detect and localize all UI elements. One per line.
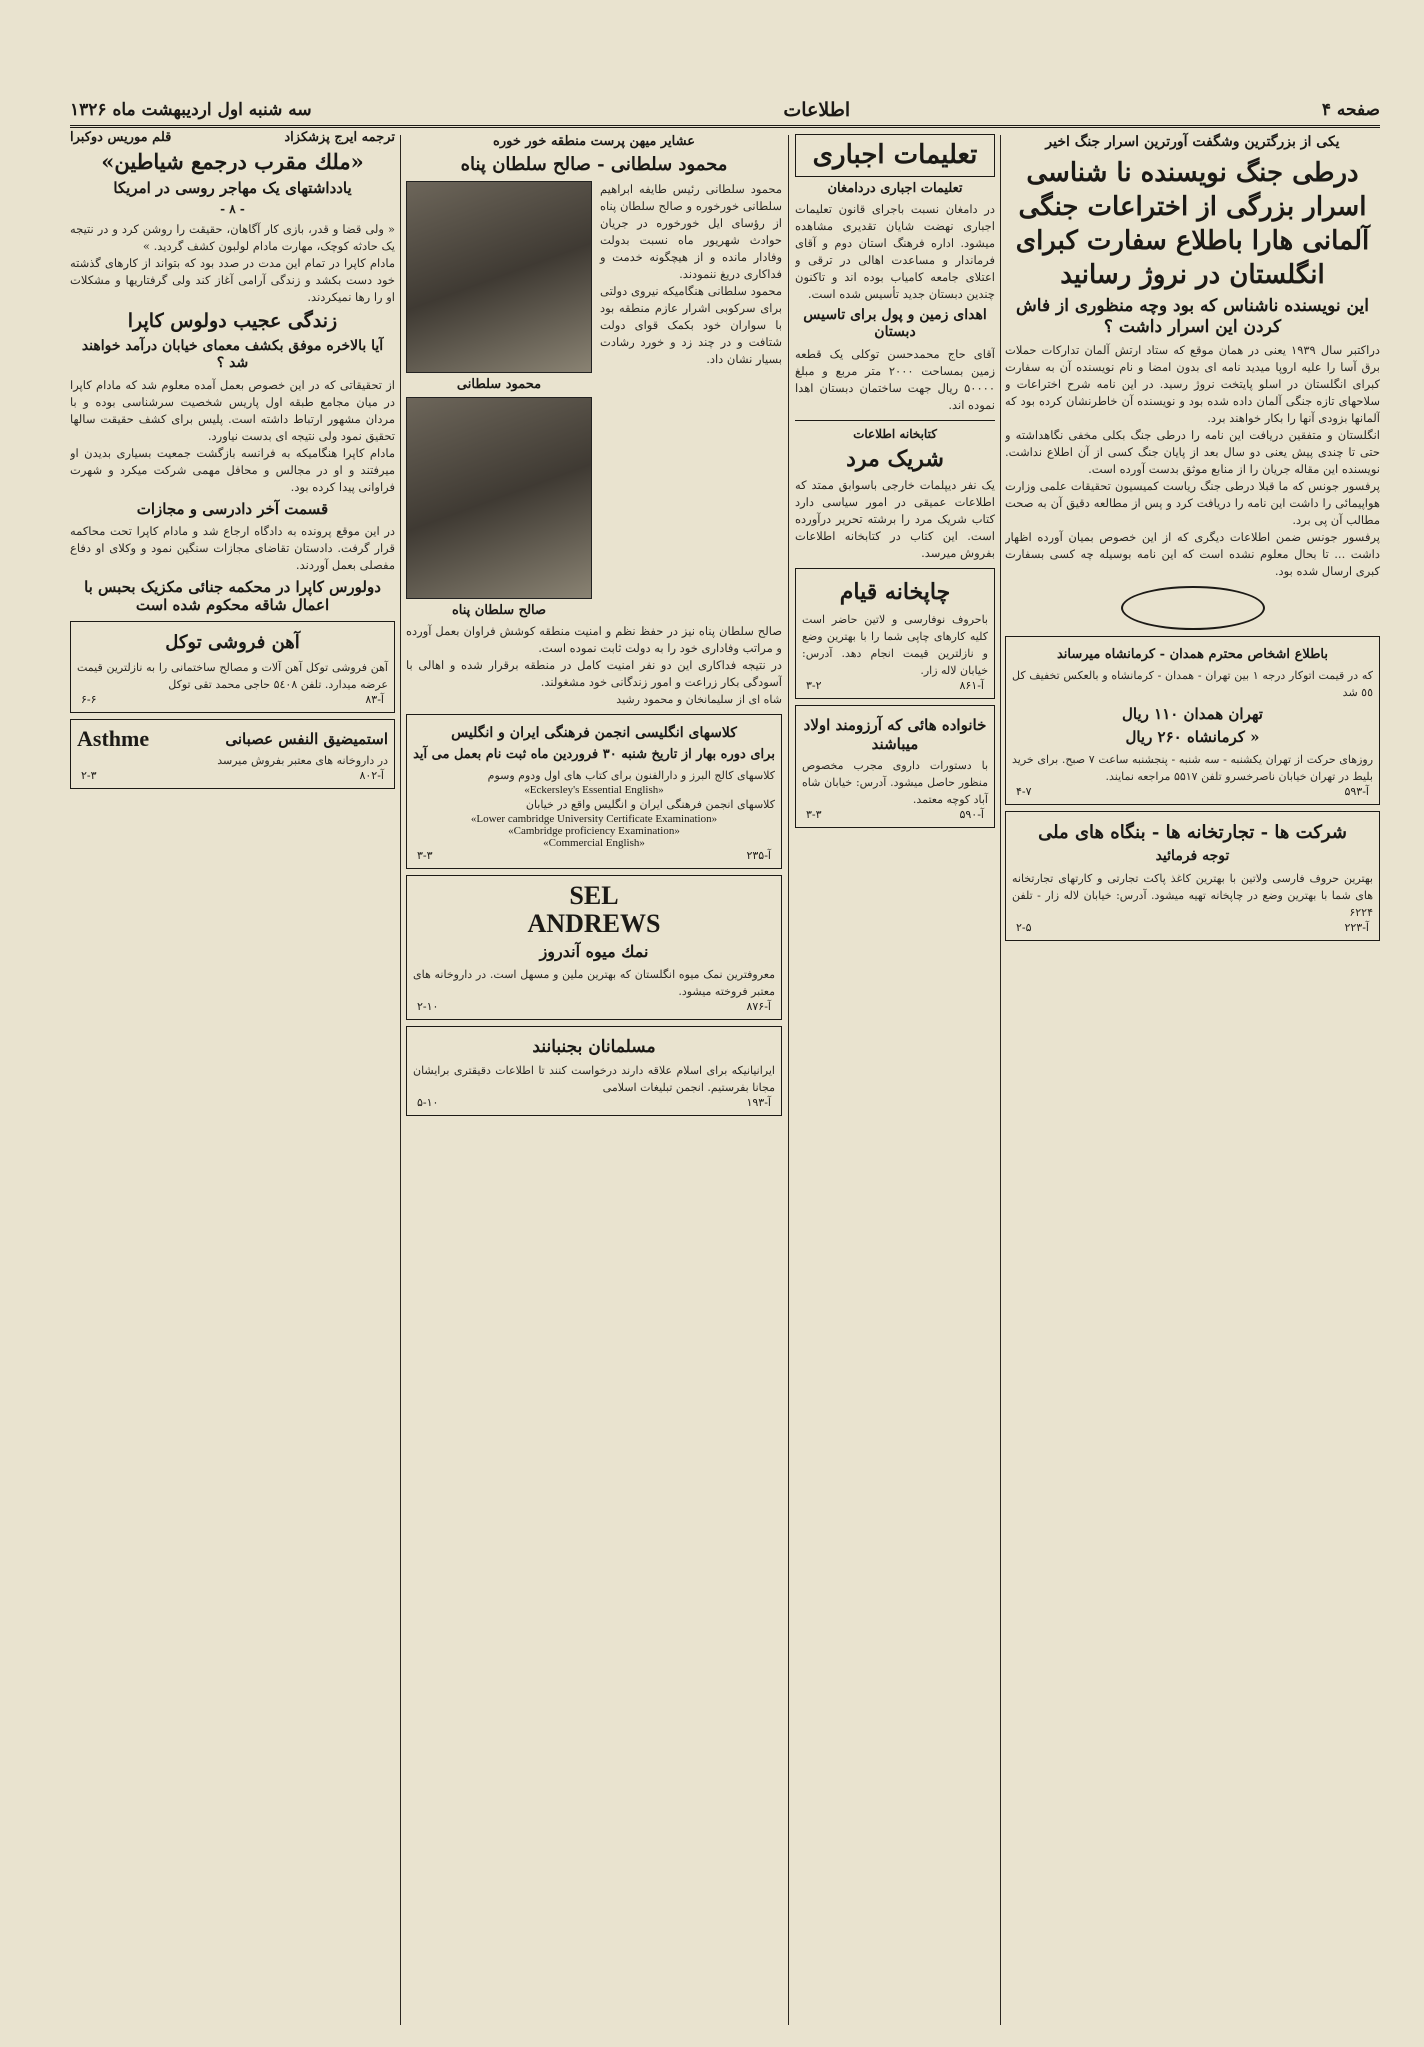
ad-title: چاپخانه قیام — [839, 579, 951, 606]
ad-code: ۴-۷ — [1016, 784, 1032, 798]
ad-body: بهترین حروف فارسی ولاتین با بهترین کاغذ پاکت تجارتی و کارتهای تجارتخانه های شما با بهترین وضع در چاپخانه تهیه میشود. آدرس: خیابان لاله زار - تلفن ۶۲۲۴ — [1012, 871, 1373, 919]
brand-name: Asthme — [77, 725, 150, 751]
ad-title: خانواده هائی که آرزومند اولاد میباشند — [803, 715, 987, 753]
divider — [795, 420, 995, 421]
book-title: «Commercial English» — [543, 837, 645, 849]
brand-name: SEL — [569, 881, 619, 910]
serial-part: - ۸ - — [220, 202, 245, 216]
ad-body: کلاسهای انجمن فرهنگی ایران و انگلیس واقع در خیابان — [525, 798, 775, 811]
ad-price: تهران همدان ۱۱۰ ریال — [1122, 705, 1263, 724]
article-body: مادام کاپرا در تمام این مدت در صدد بود که بتواند از کارهای گذشته خود دست بکشد و زندگی آرامی آغاز کند ولی گرفتاریها و مشکلات او را رها نمیکردند. — [70, 256, 395, 304]
ad-code: ۲-۱۰ — [417, 1000, 439, 1013]
ad-code: آ-۸۰۲ — [359, 769, 384, 783]
verdict-headline: دولورس کاپرا در محکمه جنائی مکزیک بحبس با اعمال شاقه محکوم شده است — [84, 577, 381, 615]
photo-caption: صالح سلطان پناه — [451, 603, 547, 618]
ad-code: آ-۵۹۳ — [1344, 784, 1369, 798]
print-advertisement — [1005, 811, 1380, 941]
gift-body: آقای حاج محمدحسن توکلی یک قطعه زمین بمساحت ۲۰۰۰ متر مربع و مبلغ ۵۰۰۰۰ ریال جهت ساختمان دبستان اهدا نموده اند. — [795, 346, 995, 412]
serial-headline: «ملك مقرب درجمع شیاطین» — [101, 149, 364, 174]
translator: ترجمه ایرج پزشکزاد — [284, 130, 395, 145]
winged-logo — [1121, 586, 1265, 630]
print-shop-advertisement — [795, 568, 995, 699]
ad-price: « کرمانشاه ۲۶۰ ریال — [1125, 728, 1260, 746]
ad-body: کلاسهای کالج البرز و دارالفنون برای کتاب های اول ودوم وسوم — [487, 769, 775, 782]
section-headline: زندگی عجیب دولوس کاپرا — [127, 310, 338, 332]
book-title: «Lower cambridge University Certificate Examination» — [470, 813, 718, 825]
ad-code: آ-۲۳۵ — [746, 849, 771, 862]
column-education — [795, 130, 995, 834]
ad-code-row — [413, 849, 775, 862]
article-headline: شریک مرد — [846, 445, 944, 472]
article-signoff: شاه ای از سلیمانخان و محمود رشید — [616, 693, 782, 707]
ad-code-row — [802, 808, 988, 821]
ad-title: شرکت ها - تجارتخانه ها - بنگاه های ملی — [1038, 821, 1347, 843]
ad-code-row — [1012, 921, 1373, 934]
ad-code-row — [413, 1000, 775, 1013]
ad-subtitle: برای دوره بهار از تاریخ شنبه ۳۰ فروردین ماه ثبت نام بعمل می آید — [413, 746, 775, 762]
ad-body: با دستورات داروی مجرب مخصوص منظور حاصل میشود. آدرس: خیابان شاه آباد کوچه معتمد. — [802, 759, 988, 807]
article-headline: تعلیمات اجباری — [795, 134, 995, 177]
paper-name: اطلاعات — [783, 99, 851, 121]
serial-subhead: یادداشتهای یک مهاجر روسی در امریکا — [113, 179, 352, 198]
ad-body: آهن فروشی توکل آهن آلات و مصالح ساختمانی را به نازلترین قیمت عرضه میدارد. تلفن ۵٤۰۸ حاجی محمد تقی توکل — [77, 660, 388, 691]
bus-advertisement — [1005, 636, 1380, 805]
ad-body: معروفترین نمک میوه انگلستان که بهترین ملین و مسهل است. در داروخانه های معتبر فروخته میشود. — [413, 968, 775, 998]
column-war-secrets — [1005, 130, 1380, 947]
article-kicker: یکی از بزرگترین وشگفت آورترین اسرار جنگ اخیر — [1045, 134, 1340, 150]
portrait-photo-soltani — [406, 181, 592, 373]
ad-title: مسلمانان بجنبانند — [532, 1037, 656, 1057]
article-body: محمود سلطانی هنگامیکه نیروی دولتی برای سرکوبی اشرار عازم منطقه بود با سواران خود بکمک قوای دولت شتافت و در چند زد و خورد رشادت بسیار نشان داد. — [600, 283, 782, 366]
brand-name: ANDREWS — [527, 909, 661, 938]
islamic-propaganda-advertisement — [406, 1026, 782, 1116]
ad-code: ۳-۳ — [806, 808, 822, 822]
article-body: انگلستان و متفقین دریافت این نامه را درطی جنگ بکلی مخفی نگاهداشته و حتی تا چندی پیش یعنی دو سال بعد از پایان جنگ کسی از آن اطلاع نداشت. نویسنده این مقاله جریان را از منابع موثق بدست آورده است. — [1005, 428, 1380, 476]
article-body: در دامغان نسبت باجرای قانون تعلیمات اجباری نهضت شایان تقدیری مشاهده میشود. اداره فرهنگ استان دوم و آقای فرماندار و مساعدت اهالی در ترقی و اعتلای جامعه کامیاب بوده اند و تاکنون چندین دبستان جدید تأسیس شده است. — [795, 201, 995, 301]
ad-body: باحروف نوفارسی و لاتین حاضر است کلیه کارهای چاپی شما را با بهترین وضع و نازلترین قیمت انجام دهد. آدرس: خیابان لاله زار. — [802, 612, 988, 677]
page-label: صفحه ۴ — [1321, 100, 1380, 120]
article-body: یک نفر دیپلمات خارجی باسوابق ممتد که اطلاعات عمیقی در امور سیاسی دارد کتاب شریک مرد را برشته تحریر درآورده است. این کتاب در کتابخانه اطلاعات بفروش میرسد. — [795, 478, 995, 561]
ad-code-row — [413, 1096, 775, 1109]
ad-code: ۶-۶ — [81, 692, 97, 706]
ad-code: آ-۸۶۱ — [959, 678, 984, 692]
ad-code: ۳-۳ — [417, 849, 433, 862]
ad-body: در داروخانه های معتبر بفروش میرسد — [217, 754, 388, 768]
ad-body: ایرانیانیکه برای اسلام علاقه دارند درخواست کنند تا اطلاعات دقیقتری برایشان مجانا بفرستیم. انجمن تبلیغات اسلامی — [413, 1064, 775, 1095]
ad-subtitle: نمك ميوه آندروز — [539, 942, 649, 961]
article-headline: محمود سلطانی - صالح سلطان پناه — [460, 154, 728, 176]
column-rule — [1000, 135, 1001, 2025]
english-classes-advertisement — [406, 714, 782, 869]
ad-code: آ-۵۹۰ — [959, 808, 984, 822]
article-body: پرفسور جونس که ما قبلا درطی جنگ ریاست کمیسیون تحقیقات علمی وزارت هواپیمائی را داشت این نامه را دریافت کرد و پس از مطالعه دقیق آن به صحت مطالب آن پی برد. — [1005, 479, 1380, 527]
ad-code-row — [77, 693, 388, 706]
portrait-photo-soltanpanah — [406, 397, 592, 599]
article-body: محمود سلطانی رئیس طایفه ابراهیم سلطانی خورخوره و صالح سلطان پناه از رؤسای ایل خورخوره در جریان حوادث شهریور ماه نسبت بدولت وفادار مانده و از هیچگونه خدمت و فداکاری دریغ ننمودند. — [600, 181, 782, 281]
masthead — [70, 95, 1380, 128]
article-headline: درطی جنگ نویسنده نا شناسی اسرار بزرگی از اختراعات جنگی آلمانی هارا باطلاع سفارت کبرای انگلستان در نروژ رسانید — [1015, 157, 1370, 290]
article-body: در این موقع پرونده به دادگاه ارجاع شد و مادام کاپرا تحت محاکمه قرار گرفت. دادستان تقاضای مجازات سنگین نمود و وکلای او دفاع مفصلی بعمل آوردند. — [70, 523, 395, 572]
ad-times: روزهای حرکت از تهران یکشنبه - سه شنبه - پنجشنبه ساعت ۷ صبح. برای خرید بلیط در تهران خیابان ناصرخسرو تلفن ۵۵۱۷ مراجعه نمایند. — [1012, 752, 1374, 783]
article-subhead: تعلیمات اجباری دردامغان — [827, 180, 963, 196]
ad-body: که در قیمت اتوکار درجه ۱ بین تهران - همدان - کرمانشاه و بالعکس تخفیف کل ٥٥ شد — [1012, 669, 1373, 700]
gift-headline: اهدای زمین و پول برای تاسیس دبستان — [803, 306, 987, 341]
ad-title: کلاسهای انگلیسی انجمن فرهنگی ایران و انگلیس — [451, 725, 737, 742]
column-rule — [788, 135, 789, 2025]
article-body: دراکتبر سال ۱۹۳۹ یعنی در همان موقع که ستاد ارتش آلمان تدارکات حملات برق آسا را علیه اروپا میدید نامه ای بدون امضا و نام نویسنده آن به سفارت کبرای انگلستان در اسلو پایتخت نروژ رسید. در این نامه شرح اختراعات و سلاحهای تازه جنگی آلمان داده شده بود و نویسنده آن خاطرنشان کرده بود که آلمانها بزودی آنها را بکار خواهند برد. — [1005, 343, 1380, 425]
ad-subtitle: توجه فرمائید — [1155, 848, 1230, 865]
section-headline: قسمت آخر دادرسی و مجازات — [136, 499, 329, 518]
ad-code: ۵-۱۰ — [417, 1096, 439, 1110]
asthma-advertisement — [70, 719, 395, 790]
ad-code: آ-۲۲۳ — [1344, 920, 1369, 934]
ad-code: ۳-۲ — [806, 678, 822, 692]
article-body: از تحقیقاتی که در این خصوص بعمل آمده معلوم شد که مادام کاپرا در میان مجامع طبقه اول پاریس شخصیت سرشناسی بوده و با مردان مشهور ارتباط داشته است. پلیس برای کشف حقیقت سالها تحقیق نمود ولی نتیجه ای بدست نیاورد. — [70, 377, 395, 443]
column-serial — [70, 130, 395, 795]
article-kicker: عشایر میهن پرست منطقه خور خوره — [493, 134, 695, 149]
ad-code: ۲-۵ — [1016, 920, 1032, 934]
ad-title: باطلاع اشخاص محترم همدان - کرمانشاه میرساند — [1056, 647, 1329, 662]
book-title: «Cambridge proficiency Examination» — [508, 825, 680, 837]
photo-caption: محمود سلطانی — [456, 376, 542, 392]
column-tribes — [406, 130, 782, 1122]
byline: قلم موریس دوکبرا — [70, 130, 172, 145]
article-body: در نتیجه فداکاری این دو نفر امنیت کامل در منطقه برقرار شده و اهالی با آسودگی بکار زراعت و امور زندگانی خود مشغولند. — [406, 658, 782, 690]
article-body: « ولی قضا و قدر، بازی کار آگاهان، حقیقت را روشن کرد و در نتیجه یک حادثه کوچک، مهارت مادام لولبون کشف گردید. » — [70, 222, 395, 253]
ad-code: آ-۱۹۳ — [746, 1096, 771, 1110]
ad-code: آ-۸۳ — [365, 692, 384, 706]
book-title: «Eckersley's Essential English» — [524, 784, 664, 796]
ad-code-row — [77, 769, 388, 782]
ad-code-row — [1012, 785, 1373, 798]
date-line: سه شنبه اول اردیبهشت ماه ۱۳۲۶ — [70, 100, 312, 120]
column-rule — [400, 135, 401, 2025]
article-body: مادام کاپرا هنگامیکه به فرانسه بازگشت جمعیت بسیاری بدیدن او میرفتند و او در مجالس و محافل مهمی شرکت میکرد و شهرت فراوانی پیدا کرده بود. — [70, 445, 395, 494]
article-subhead: این نویسنده ناشناس که بود وچه منظوری از فاش کردن این اسرار داشت ؟ — [1016, 295, 1369, 337]
article-body: پرفسور جونس ضمن اطلاعات دیگری که از این خصوص بمیان آورده اظهار داشت ... تا بحال معلوم نشده است که این نامه بوسیله چه کسی بسفارت کبری ارسال شده بود. — [1005, 530, 1380, 578]
ad-code: ۲-۳ — [81, 769, 97, 783]
ad-code: آ-۸۷۶ — [746, 1000, 771, 1013]
ad-code-row — [802, 679, 988, 692]
ad-title: آهن فروشی توکل — [165, 632, 300, 653]
andrews-advertisement — [406, 875, 782, 1020]
family-advertisement — [795, 705, 995, 829]
iron-shop-advertisement — [70, 621, 395, 713]
section-subhead: آیا بالاخره موفق بکشف معمای خیابان درآمد خواهند شد ؟ — [81, 337, 384, 372]
ad-title: استمیضیق النفس عصبانی — [225, 729, 388, 748]
section-kicker: کتابخانه اطلاعات — [853, 426, 937, 441]
article-body: صالح سلطان پناه نیز در حفظ نظم و امنیت منطقه کوشش فراوان بعمل آورده و مراتب وفاداری خود را به دولت ثابت نموده است. — [406, 624, 782, 656]
